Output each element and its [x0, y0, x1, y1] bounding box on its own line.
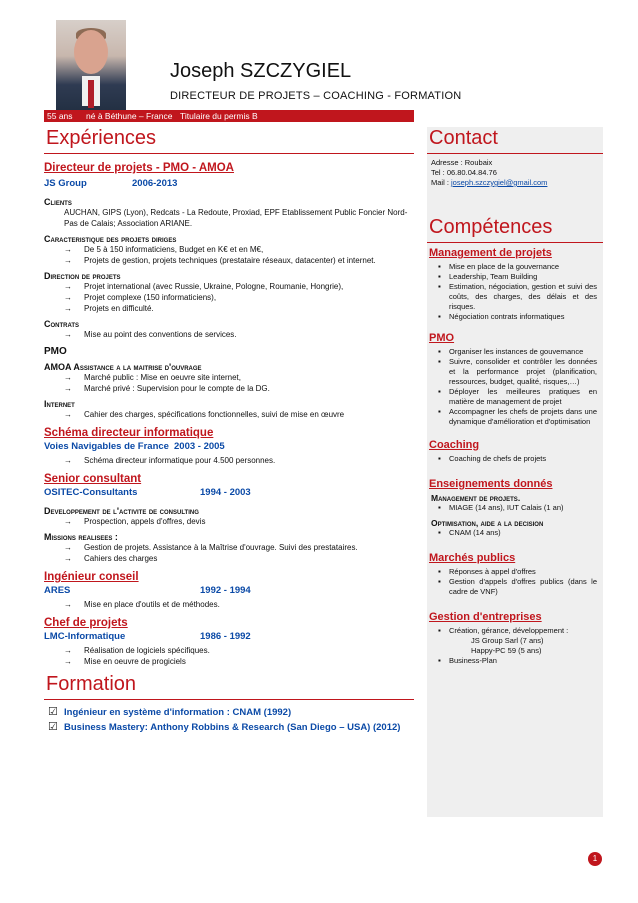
- job-company-row: [44, 178, 414, 192]
- list-item: → Cahiers des charges: [44, 553, 414, 564]
- job-dates: 1986 - 1992: [200, 631, 251, 642]
- section-subheading: Caracteristique des projets diriges: [44, 234, 177, 244]
- job-title: Schéma directeur informatique: [44, 427, 214, 439]
- contact-block: [427, 154, 603, 188]
- list-item: → Marché public : Mise en oeuvre site internet,: [44, 372, 414, 383]
- mail-label: Mail :: [431, 178, 452, 187]
- clients-text: AUCHAN, GIPS (Lyon), Redcats - La Redoute, Proxiad, EPF Etablissement Public Foncier Nord-Pas de Calais; Association ARIANE.: [64, 208, 408, 228]
- skill-item: ▪ Suivre, consolider et contrôler les données et la performance projet (planification, ressources, budget, qualité, risques,…): [427, 357, 603, 387]
- skill-group-title: Marchés publics: [429, 552, 516, 564]
- section-subheading: AMOA Assistance a la maitrise d'ouvrage: [44, 362, 202, 372]
- contact-address: Adresse : Roubaix: [431, 158, 493, 167]
- skill-group-title: Gestion d'entreprises: [429, 611, 542, 623]
- formation-item: ☑ Ingénieur en système d'information : CNAM (1992): [44, 705, 414, 720]
- job-company-row: [44, 487, 414, 501]
- list-item: → Mise en place d'outils et de méthodes.: [44, 599, 414, 610]
- list-item: → Schéma directeur informatique pour 4.500 personnes.: [44, 455, 414, 466]
- list-item: → Projets de gestion, projets techniques (prestataire réseaux, datacenter) et internet.: [44, 255, 414, 266]
- skill-item: ▪ Coaching de chefs de projets: [427, 454, 603, 464]
- job-dates: 1992 - 1994: [200, 585, 251, 596]
- job-title: Directeur de projets - PMO - AMOA: [44, 162, 234, 174]
- skill-item: ▪ Gestion d'appels d'offres publics (dans le cadre de VNF): [427, 577, 603, 597]
- sidebar: [427, 127, 603, 817]
- skill-item: ▪ Réponses à appel d'offres: [427, 567, 603, 577]
- birth-text: né à Béthune – France: [86, 111, 173, 121]
- skill-group-title: Coaching: [429, 439, 480, 451]
- company-name: ARES: [44, 585, 71, 596]
- main-column: [44, 127, 414, 735]
- competences-heading: Compétences: [427, 216, 603, 243]
- skill-group-title: Enseignements donnés: [429, 478, 553, 490]
- job-title: Ingénieur conseil: [44, 571, 139, 583]
- teaching-subheading: Optimisation, aide a la decision: [431, 518, 544, 528]
- formation-item: ☑ Business Mastery: Anthony Robbins & Research (San Diego – USA) (2012): [44, 720, 414, 735]
- job-subtitle: DIRECTEUR DE PROJETS – COACHING - FORMATION: [170, 90, 462, 102]
- job-dates: 2003 - 2005: [174, 441, 225, 452]
- formation-heading: Formation: [44, 673, 414, 700]
- company-name: LMC-Informatique: [44, 631, 126, 642]
- section-subheading: Missions realisees :: [44, 532, 118, 542]
- skill-item: ▪ Organiser les instances de gouvernance: [427, 347, 603, 357]
- section-subheading: Contrats: [44, 319, 80, 329]
- skill-subitem: JS Group Sarl (7 ans): [471, 636, 544, 645]
- list-item: → Mise au point des conventions de services.: [44, 329, 414, 340]
- company-name: Voies Navigables de France: [44, 441, 169, 452]
- list-item: → Réalisation de logiciels spécifiques.: [44, 645, 414, 656]
- list-item: → Gestion de projets. Assistance à la Maîtrise d'ouvrage. Suivi des prestataires.: [44, 542, 414, 553]
- contact-heading: Contact: [427, 127, 603, 154]
- job-dates: 1994 - 2003: [200, 487, 251, 498]
- list-item: → Projets en difficulté.: [44, 303, 414, 314]
- experiences-heading: Expériences: [44, 127, 414, 154]
- section-subheading: Internet: [44, 399, 75, 409]
- list-item: → Projet international (avec Russie, Ukraine, Pologne, Roumanie, Hongrie),: [44, 281, 414, 292]
- page-number-badge: 1: [588, 852, 602, 866]
- job-company-row: [44, 441, 414, 455]
- skill-item: ▪ Mise en place de la gouvernance: [427, 262, 603, 272]
- company-name: OSITEC-Consultants: [44, 487, 138, 498]
- job-dates: 2006-2013: [132, 178, 178, 189]
- list-item: → Mise en oeuvre de progiciels: [44, 656, 414, 667]
- skill-item: ▪ Déployer les meilleures pratiques en matière de management de projet: [427, 387, 603, 407]
- skill-item: ▪ Estimation, négociation, gestion et suivi des coûts, des charges, des délais et des risques.: [427, 282, 603, 312]
- age-text: 55 ans: [47, 111, 73, 121]
- list-item: → Projet complexe (150 informaticiens),: [44, 292, 414, 303]
- skill-item: ▪ Négociation contrats informatiques: [427, 312, 603, 322]
- skill-item: ▪ CNAM (14 ans): [427, 528, 603, 538]
- section-subheading: Developpement de l'activite de consulting: [44, 506, 199, 516]
- company-name: JS Group: [44, 178, 87, 189]
- section-subheading: Clients: [44, 197, 72, 207]
- job-company-row: [44, 631, 414, 645]
- info-bar: [44, 110, 414, 122]
- list-item: → Prospection, appels d'offres, devis: [44, 516, 414, 527]
- skill-subitem: Happy-PC 59 (5 ans): [471, 646, 542, 655]
- contact-mail-row: [431, 178, 597, 188]
- skill-group-title: PMO: [429, 332, 455, 344]
- email-link[interactable]: joseph.szczygiel@gmail.com: [451, 178, 548, 187]
- skill-item: ▪ Leadership, Team Building: [427, 272, 603, 282]
- job-title: Chef de projets: [44, 617, 128, 629]
- skill-item: ▪ Business-Plan: [427, 656, 603, 666]
- contact-phone: Tel : 06.80.04.84.76: [431, 168, 497, 177]
- skill-item: ▪ Accompagner les chefs de projets dans une dynamique d'amélioration et d'optimisation: [427, 407, 603, 427]
- skill-item: ▪ Création, gérance, développement :: [427, 626, 603, 636]
- job-company-row: [44, 585, 414, 599]
- job-title: Senior consultant: [44, 473, 142, 485]
- license-text: Titulaire du permis B: [180, 111, 258, 121]
- pmo-label: PMO: [44, 346, 67, 357]
- list-item: → De 5 à 150 informaticiens, Budget en K€ et en M€,: [44, 244, 414, 255]
- profile-photo: [56, 20, 126, 110]
- skill-item: ▪ MIAGE (14 ans), IUT Calais (1 an): [427, 503, 603, 513]
- list-item: → Cahier des charges, spécifications fonctionnelles, suivi de mise en œuvre: [44, 409, 414, 420]
- skill-group-title: Management de projets: [429, 247, 552, 259]
- section-subheading: Direction de projets: [44, 271, 121, 281]
- list-item: → Marché privé : Supervision pour le compte de la DG.: [44, 383, 414, 394]
- teaching-subheading: Management de projets.: [431, 493, 521, 503]
- person-name: Joseph SZCZYGIEL: [170, 60, 352, 82]
